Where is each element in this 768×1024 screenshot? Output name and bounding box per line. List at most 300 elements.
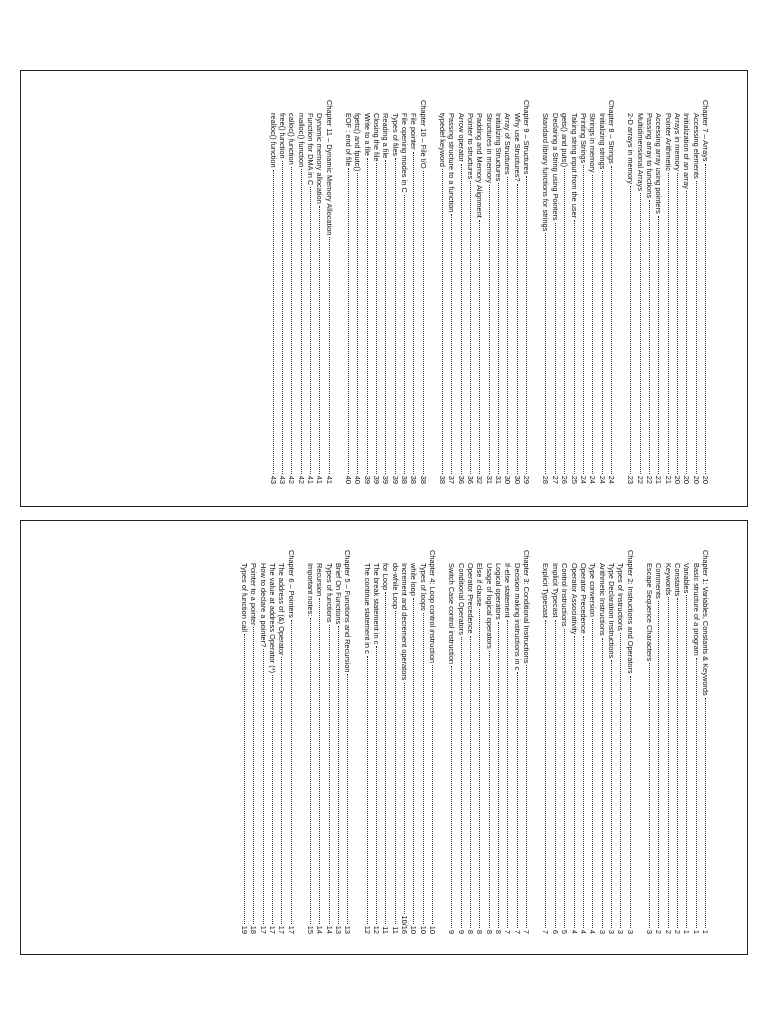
- entry-label: free() function: [277, 113, 287, 159]
- dot-leader: [668, 173, 669, 474]
- entry-label: malloc() function: [296, 113, 306, 168]
- dot-leader: [583, 165, 584, 474]
- dot-leader: [640, 193, 641, 474]
- toc-entry: [673, 100, 682, 484]
- page-number: 42: [287, 475, 297, 484]
- dot-leader: [507, 177, 508, 474]
- entry-label: Implicit Typecast: [550, 563, 560, 618]
- page-number: 13: [333, 925, 343, 934]
- chapter-title: Chapter 6 – Pointers: [286, 550, 296, 618]
- dot-leader: [281, 657, 282, 923]
- toc-entry: [484, 550, 493, 934]
- entry-label: Taking string input from the user: [569, 113, 579, 219]
- toc-entry: [409, 550, 418, 934]
- toc-entry: [597, 100, 606, 484]
- dot-leader: [395, 611, 396, 924]
- dot-leader: [677, 173, 678, 474]
- entry-label: Strings in memory: [588, 113, 598, 173]
- page-number: 20: [691, 475, 701, 484]
- dot-leader: [319, 598, 320, 923]
- entry-label: Basic structure of a program: [691, 563, 701, 656]
- entry-label: Brief On Functions: [333, 563, 343, 625]
- toc-entry: [475, 100, 484, 484]
- chapter-title: Chapter 10 – File I/O: [418, 100, 428, 169]
- page-number: 11: [381, 926, 391, 934]
- page-number: 4: [578, 929, 588, 934]
- toc-entry: [268, 100, 277, 484]
- entry-label: Pointer Arithmetic: [663, 113, 673, 171]
- page-number: 10: [409, 925, 419, 934]
- dot-leader: [404, 683, 405, 914]
- toc-entry: [663, 550, 672, 934]
- page-number: 38: [438, 475, 448, 484]
- toc-entry: [456, 550, 465, 934]
- toc-entry: [249, 550, 258, 934]
- page-number: 24: [578, 475, 588, 484]
- dot-leader: [329, 625, 330, 924]
- entry-label: Arithmetic Instructions: [597, 563, 607, 636]
- entry-label: File opening modes in C: [400, 113, 410, 193]
- entry-label: Constants: [672, 563, 682, 597]
- toc-entry: [306, 550, 315, 934]
- toc-entry: [512, 100, 521, 484]
- entry-label: Arrays in memory: [672, 113, 682, 171]
- toc-entry: [296, 100, 305, 484]
- toc-entry: [645, 550, 654, 934]
- toc-chapter-heading: [625, 550, 634, 934]
- toc-page-bottom-content: [70, 550, 710, 934]
- dot-leader: [602, 171, 603, 473]
- dot-leader: [272, 675, 273, 924]
- dot-leader: [574, 220, 575, 474]
- dot-leader: [611, 660, 612, 928]
- entry-label: Escape Sequence Characters: [644, 563, 654, 662]
- entry-label: Operator Precedence: [578, 563, 588, 634]
- toc-entry: [635, 100, 644, 484]
- entry-label: Closing the file: [372, 113, 381, 162]
- chapter-title: Chapter 5 – Functions and Recursion: [343, 550, 353, 673]
- toc-chapter-heading: [701, 550, 710, 934]
- page-number: 32: [475, 475, 485, 484]
- entry-label: Array of Structures: [503, 113, 513, 175]
- entry-label: Initializing strings: [597, 113, 607, 170]
- dot-leader: [376, 646, 377, 923]
- page-number: 7: [541, 929, 551, 934]
- page-number: 3: [606, 929, 616, 934]
- dot-leader: [357, 173, 358, 473]
- page-number: 12: [372, 925, 381, 934]
- dot-leader: [649, 663, 650, 928]
- page-number: 7: [522, 929, 532, 934]
- toc-chapter-heading: [418, 100, 427, 484]
- entry-label: Increment and decrement operators: [400, 563, 410, 681]
- page-number: 41: [305, 475, 315, 484]
- entry-label: Type conversion: [588, 563, 598, 617]
- page-number: 17: [267, 925, 277, 934]
- toc-entry: [579, 550, 588, 934]
- entry-label: Pointer to structures: [466, 113, 476, 180]
- dot-leader: [470, 181, 471, 474]
- page-number: 6: [550, 929, 560, 934]
- entry-label: Control Instructions: [560, 563, 570, 627]
- page-number: 39: [372, 475, 381, 484]
- dot-leader: [273, 170, 274, 474]
- toc-chapter-heading: [522, 100, 531, 484]
- toc-chapter-heading: [607, 100, 616, 484]
- chapter-title: Chapter 2: Instructions and Operators: [625, 550, 635, 674]
- entry-label: EOF : end of file: [343, 113, 353, 167]
- entry-label: fgetc() and fputc(): [353, 113, 363, 172]
- toc-entry: [258, 550, 267, 934]
- dot-leader: [432, 665, 433, 924]
- dot-leader: [470, 636, 471, 928]
- page-number: 7: [512, 929, 522, 934]
- chapter-title: Chapter 4: Loop control instruction: [428, 550, 438, 663]
- dot-leader: [564, 169, 565, 474]
- entry-label: realloc() function: [268, 113, 278, 168]
- dot-leader: [498, 183, 499, 474]
- page-number: 41: [315, 475, 325, 484]
- dot-leader: [479, 220, 480, 474]
- entry-label: Pointer to a pointer: [249, 563, 259, 626]
- entry-label: Declaring a String using Pointers: [550, 113, 560, 221]
- toc-entry: [278, 100, 287, 484]
- entry-label: Arrow operator: [456, 113, 466, 162]
- dot-leader: [507, 620, 508, 928]
- entry-label: Accessing array using pointers: [654, 113, 664, 214]
- toc-entry: [362, 100, 371, 484]
- entry-label: Logical operators: [494, 563, 504, 620]
- entry-label: Operator Precedence: [466, 563, 476, 634]
- page-number: 38: [409, 475, 419, 484]
- dot-leader: [592, 619, 593, 928]
- dot-leader: [376, 163, 377, 473]
- entry-label: The break statement in c: [372, 563, 381, 645]
- toc-chapter-heading: [701, 100, 710, 484]
- entry-label: Variables: [682, 563, 692, 594]
- dot-leader: [479, 609, 480, 928]
- page-number: 17: [277, 925, 287, 934]
- toc-entry: [673, 550, 682, 934]
- entry-label: How to declare a pointer?: [258, 563, 268, 648]
- dot-leader: [564, 629, 565, 928]
- page-number: 11: [390, 926, 400, 934]
- page-number: 36: [456, 475, 466, 484]
- dot-leader: [423, 171, 424, 474]
- dot-leader: [526, 665, 527, 927]
- page-number: 43: [268, 475, 278, 484]
- page-number: 21: [654, 475, 664, 484]
- page-number: 24: [606, 475, 616, 484]
- page-number: 24: [597, 475, 607, 484]
- toc-entry: [494, 550, 503, 934]
- page-number: 9: [456, 929, 466, 934]
- chapter-title: Chapter 7 – Arrays: [701, 100, 710, 162]
- toc-entry: [663, 100, 672, 484]
- entry-label: Conditional Operators: [456, 563, 466, 635]
- dot-leader: [413, 598, 414, 924]
- toc-entry: [654, 100, 663, 484]
- toc-entry: [240, 550, 249, 934]
- chapter-title: Chapter 8 – Strings: [606, 100, 616, 164]
- page-number: 36: [466, 475, 476, 484]
- entry-label: 2-D arrays in memory: [626, 113, 636, 185]
- dot-leader: [301, 169, 302, 474]
- toc-entry: [541, 550, 550, 934]
- chapter-title: Chapter 9 – Structures: [522, 100, 532, 175]
- toc-entry: [447, 550, 456, 934]
- toc-entry: [344, 100, 353, 484]
- entry-label: Structures in memory: [484, 113, 494, 184]
- page-number: 30: [503, 475, 513, 484]
- dot-leader: [244, 634, 245, 924]
- page-number: 1: [701, 929, 710, 934]
- chapter-title: Chapter 11 – Dynamic Memory Allocation: [324, 100, 334, 236]
- page-number: 10: [428, 925, 438, 934]
- toc-entry: [315, 100, 324, 484]
- chapter-title: Chapter 3: Conditional Instructions: [522, 550, 532, 664]
- dot-leader: [686, 191, 687, 474]
- page-number: 20: [701, 475, 710, 484]
- entry-label: Multidimensional Arrays: [635, 113, 645, 192]
- toc-chapter-heading: [286, 550, 295, 934]
- page-number: 20: [672, 475, 682, 484]
- toc-entry: [390, 100, 399, 484]
- page-number: 29: [522, 475, 532, 484]
- entry-label: Else if clause: [475, 563, 485, 607]
- toc-entry: [456, 100, 465, 484]
- entry-label: Comments: [654, 563, 664, 599]
- toc-entry: [287, 100, 296, 484]
- dot-leader: [630, 676, 631, 928]
- entry-label: Keywords: [663, 563, 673, 596]
- toc-entry: [569, 100, 578, 484]
- toc-entry: [551, 550, 560, 934]
- entry-label: The address of (&) Operator: [277, 563, 287, 656]
- page-number: 17: [258, 925, 268, 934]
- entry-label: Types of function call: [239, 563, 249, 633]
- dot-leader: [517, 184, 518, 474]
- entry-label: Reading a file: [381, 113, 391, 159]
- page-number: 4: [569, 929, 579, 934]
- toc-entry: [503, 550, 512, 934]
- dot-leader: [611, 166, 612, 474]
- page-number: 13: [343, 925, 353, 934]
- page-number: 12: [362, 925, 372, 934]
- dot-leader: [658, 216, 659, 474]
- dot-leader: [489, 185, 490, 474]
- toc-entry: [334, 550, 343, 934]
- entry-label: Important notes:: [305, 563, 315, 617]
- page-number: 3: [616, 929, 626, 934]
- page-number: 17: [286, 925, 296, 934]
- toc-entry: [512, 550, 521, 934]
- page-number: 38: [418, 475, 428, 484]
- dot-leader: [367, 656, 368, 924]
- entry-label: do-while Loop: [390, 563, 400, 610]
- page-number: 31: [484, 475, 494, 484]
- page-number: 2: [672, 929, 682, 934]
- toc-entry: [277, 550, 286, 934]
- entry-label: Passing structure to a function: [447, 113, 457, 213]
- page-number: 3: [625, 929, 635, 934]
- dot-leader: [282, 161, 283, 474]
- toc-entry: [682, 100, 691, 484]
- toc-entry: [682, 550, 691, 934]
- entry-label: Decision making instructions in c: [512, 563, 522, 671]
- dot-leader: [489, 651, 490, 928]
- dot-leader: [696, 181, 697, 474]
- page-number: 30: [512, 475, 522, 484]
- toc-entry: [466, 550, 475, 934]
- toc-entry: [362, 550, 371, 934]
- toc-entry: [494, 100, 503, 484]
- toc-entry: [390, 550, 399, 934]
- dot-leader: [668, 597, 669, 927]
- toc-entry: [475, 550, 484, 934]
- entry-label: Types of loops: [418, 563, 428, 611]
- entry-label: Types of files: [390, 113, 400, 157]
- entry-label: Accessing elements: [691, 113, 701, 179]
- page-number: 3: [644, 929, 654, 934]
- toc-chapter-heading: [324, 100, 333, 484]
- page-number: 40: [353, 475, 363, 484]
- dot-leader: [413, 152, 414, 474]
- entry-label: The value at address Operator (*): [267, 563, 277, 674]
- entry-label: Function for DMA in C: [305, 113, 315, 186]
- page-number: 9: [447, 929, 457, 934]
- toc-entry: [597, 550, 606, 934]
- page-number: 2: [654, 929, 664, 934]
- page-number: 39: [381, 475, 391, 484]
- page-number: 39: [390, 475, 400, 484]
- dot-leader: [696, 658, 697, 928]
- page-number: 40: [343, 475, 353, 484]
- toc-entry: [569, 550, 578, 934]
- toc-entry: [691, 550, 700, 934]
- entry-label: Explicit Typecast: [541, 563, 551, 618]
- entry-label: Why use Structures?: [512, 113, 522, 182]
- toc-entry: [466, 100, 475, 484]
- toc-chapter-heading: [522, 550, 531, 934]
- dot-leader: [592, 175, 593, 474]
- page-number: 28: [541, 475, 551, 484]
- dot-leader: [329, 237, 330, 473]
- entry-label: Initialization of an array: [682, 113, 692, 189]
- dot-leader: [705, 164, 706, 474]
- dot-leader: [498, 622, 499, 928]
- entry-label: gets() and puts(): [560, 113, 570, 168]
- dot-leader: [461, 164, 462, 474]
- toc-entry: [400, 100, 409, 484]
- toc-page-top-content: [130, 100, 710, 484]
- page-number: 1: [682, 929, 692, 934]
- page-number: 8: [484, 929, 494, 934]
- dot-leader: [319, 206, 320, 474]
- toc-entry: [654, 550, 663, 934]
- dot-leader: [461, 637, 462, 928]
- dot-leader: [291, 620, 292, 924]
- page-number: 14: [315, 925, 325, 934]
- dot-leader: [658, 601, 659, 928]
- page-number: 38: [400, 475, 410, 484]
- page-number: 26: [560, 475, 570, 484]
- toc-entry: [381, 100, 390, 484]
- toc-entry: [400, 550, 409, 934]
- toc-entry: [484, 100, 493, 484]
- toc-entry: [418, 550, 427, 934]
- entry-label: Switch Case control instruction: [447, 563, 457, 665]
- page-number: 21: [663, 475, 673, 484]
- page-number: 5: [560, 929, 570, 934]
- dot-leader: [649, 200, 650, 474]
- dot-leader: [677, 598, 678, 928]
- page-number: 2: [663, 929, 673, 934]
- dot-leader: [705, 698, 706, 928]
- entry-label: Dynamic memory allocation: [315, 113, 325, 204]
- toc-entry: [588, 550, 597, 934]
- toc-entry: [579, 100, 588, 484]
- toc-entry: [607, 550, 616, 934]
- page-number: 42: [296, 475, 306, 484]
- chapter-title: Chapter 1: Variables, Constants & Keywords: [701, 550, 710, 696]
- dot-leader: [291, 167, 292, 474]
- dot-leader: [442, 169, 443, 474]
- toc-entry: [560, 100, 569, 484]
- page-number: 10/16: [400, 915, 410, 934]
- dot-leader: [517, 672, 518, 928]
- page-number: 43: [277, 475, 287, 484]
- entry-label: Type Declaration Instructions: [606, 563, 616, 659]
- dot-leader: [686, 595, 687, 928]
- entry-label: Initializing Structures: [494, 113, 504, 182]
- page-number: 8: [475, 929, 485, 934]
- toc-entry: [372, 100, 381, 484]
- page-number: 1: [691, 929, 701, 934]
- toc-entry: [551, 100, 560, 484]
- page-number: 22: [644, 475, 654, 484]
- page-number: 24: [588, 475, 598, 484]
- page-number: 4: [588, 929, 598, 934]
- page-number: 8: [494, 929, 504, 934]
- dot-leader: [253, 627, 254, 923]
- page-number: 37: [447, 475, 457, 484]
- entry-label: Operator Associativity: [569, 563, 579, 635]
- page-number: 19: [239, 925, 249, 934]
- page-number: 41: [324, 475, 334, 484]
- toc-chapter-heading: [343, 550, 352, 934]
- entry-label: Passing array to functions: [644, 113, 654, 199]
- dot-leader: [583, 636, 584, 928]
- dot-leader: [404, 195, 405, 474]
- toc-entry: [503, 100, 512, 484]
- entry-label: If-else statement: [503, 563, 513, 618]
- toc-entry: [447, 100, 456, 484]
- page-number: 8: [466, 929, 476, 934]
- toc-entry: [324, 550, 333, 934]
- dot-leader: [310, 618, 311, 923]
- toc-entry: [409, 100, 418, 484]
- entry-label: The continue statement in c: [362, 563, 372, 654]
- dot-leader: [451, 214, 452, 473]
- dot-leader: [546, 620, 547, 928]
- toc-entry: [353, 100, 362, 484]
- page-number: 7: [503, 929, 513, 934]
- page-number: 10: [418, 925, 428, 934]
- page-number: 25: [569, 475, 579, 484]
- entry-label: calloc() function: [287, 113, 297, 165]
- page-number: 22: [635, 475, 645, 484]
